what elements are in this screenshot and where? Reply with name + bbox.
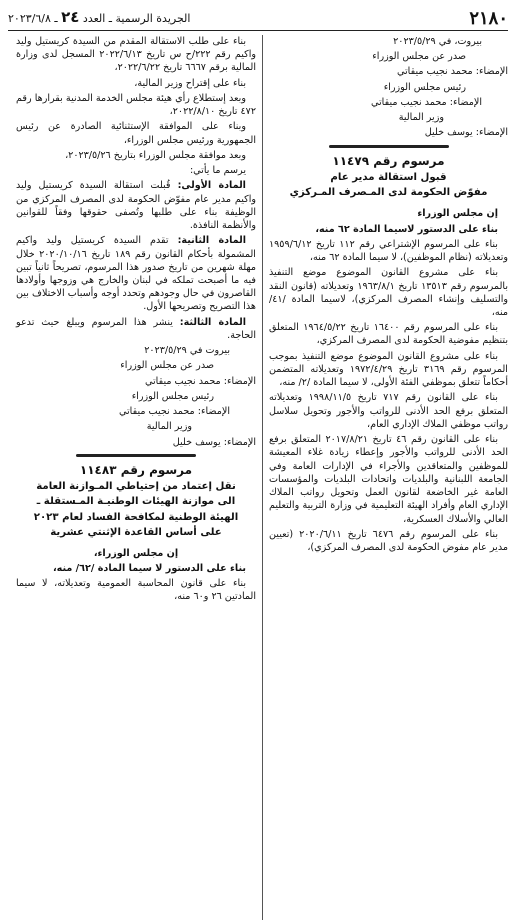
left-sig2-name: الإمضاء: محمد نجيب ميقاتي: [119, 406, 230, 418]
article-1-label: المادة الأولى:: [177, 180, 246, 192]
sig1-issued: صدر عن مجلس الوزراء: [372, 51, 466, 63]
page-header: [8, 6, 508, 31]
gazette-name: الجريدة الرسمية ـ العدد: [82, 12, 191, 26]
article-3: [16, 316, 256, 342]
decree-2-title: مرسوم رقم ١١٤٨٣: [79, 462, 193, 477]
decree-subtitle-1: قبول استقالة مدير عام: [330, 172, 447, 184]
clause-3: بناء على مشروع القانون الموضوع موضع التنفيذ بالمرسوم رقم ١٣٥١٣ تاريخ ١٩٦٣/٨/١ وتعديلاته (قانون النقد والتسليف وإنشاء المصرف المركزي)، لاسيما المادة /٤١/ منه،: [269, 267, 508, 318]
decree-title: مرسوم رقم ١١٤٧٩: [332, 153, 445, 168]
left-clause-4: وبناء على الموافقة الإستثنائية الصادرة عن رئيس الجمهورية ورئيس مجلس الوزراء،: [16, 121, 256, 146]
clause-1: بناء على الدستور لاسيما المادة ٦٢ منه،: [315, 223, 498, 235]
article-3-label: المادة الثالثة:: [179, 316, 246, 328]
article-3-text: ينشر هذا المرسوم ويبلغ حيث تدعو الحاجة.: [16, 316, 256, 341]
page-number: ٢١٨٠: [469, 8, 508, 29]
left-sig3-name: الإمضاء: يوسف خليل: [172, 436, 256, 448]
article-2-label: المادة الثانية:: [177, 235, 246, 247]
clause-2: بناء على المرسوم الإشتراعي رقم ١١٢ تاريخ ١٩٥٩/٦/١٢ وتعديلاته (نظام الموظفين)، لا سيما المادة ٦٢ منه،: [269, 238, 508, 264]
article-2-text: تقدم السيدة كريستيل وليد واكيم المشمولة بأحكام القانون رقم ١٨٩ تاريخ ٢٠٢٠/١٠/١٦ خلال مهلة شهرين من تاريخ صدور هذا المرسوم، تصريحاً ثانياً تبين فيه ما أصبحت تملكه في لبنان والخارج هي وزوجها وأولادها القاصرون في حال وجودهم وتحدد أوجه وأسباب الاختلاف بين هذا التصريح وتصريحها الأول.: [16, 235, 256, 313]
left-clause-1: بناء على طلب الاستقالة المقدم من السيدة كريستيل وليد واكيم رقم ٢٢٢/ح س تاريخ ٢٠٢٢/٦/١٣ المسجل لدى وزارة المالية برقم ٦٦٦٧ تاريخ ٢٠٢٢/٦/٢٢،: [16, 36, 257, 74]
issue-number: ٢٤: [61, 8, 80, 27]
left-sig3-title: وزير المالية: [146, 421, 192, 433]
left-clause-3: وبعد إستطلاع رأي هيئة مجلس الخدمة المدنية بقرارها رقم ٤٧٢ تاريخ ٢٠٢٢/٨/١٠،: [16, 92, 256, 118]
sig2-name: الإمضاء: محمد نجيب ميقاتي: [371, 96, 482, 108]
left-sig2-title: رئيس مجلس الوزراء: [131, 390, 214, 402]
left-clause-2: بناء على إقتراح وزير المالية،: [134, 77, 246, 89]
right-column: [262, 35, 508, 920]
decree-subtitle-2: مفوّض الحكومة لدى المـصرف المـركزي: [289, 187, 488, 199]
decree-2-subtitle-4: على أساس القاعدة الإثنتي عشرية: [50, 526, 222, 538]
decree-2-clause-1: بناء على الدستور لا سيما المادة /٦٢/ منه،: [53, 562, 246, 574]
article-1: [16, 179, 256, 232]
clause-4: بناء على المرسوم رقم ١٦٤٠٠ تاريخ ١٩٦٤/٥/٢٢ المتعلق بتنظيم مفوضية الحكومة لدى المصرف المركزي،: [269, 322, 508, 347]
decree-2-subtitle-2: الى موازنة الهيئات الوطنيـة المـستقلة ـ: [36, 496, 236, 508]
left-sig1-name: الإمضاء: محمد نجيب ميقاتي: [145, 375, 256, 387]
article-1-text: قُبلت استقالة السيدة كريستيل وليد واكيم مدير عام مفوّض الحكومة لدى المصرف المركزي من الوظيفة بناء على طلبها وتُصفى حقوقها وفقاً للقوانين والأنظمة النافذة.: [16, 180, 256, 232]
decree-2-subtitle-3: الهيئة الوطنية لمكافحة الفساد لعام ٢٠٢٣: [33, 511, 239, 523]
decree-2-subtitle-1: نقل إعتماد من إحتياطي المـوازنة العامة: [36, 481, 236, 493]
left-date: بيروت في ٢٠٢٣/٥/٢٩: [144, 345, 230, 357]
left-clause-5: وبعد موافقة مجلس الوزراء بتاريخ ٢٠٢٣/٥/٢٦،: [65, 149, 246, 161]
clause-8: بناء على المرسوم رقم ٦٤٧٦ تاريخ ٢٠٢٠/٦/١١ (تعيين مدير عام مفوض الحكومة لدى المصرف المركزي)،: [269, 528, 508, 553]
decree-formula: يرسم ما يأتي:: [189, 165, 246, 177]
left-sig1-issued: صدر عن مجلس الوزراء: [120, 360, 214, 372]
decree-2-council: إن مجلس الوزراء،: [93, 547, 179, 559]
separator: [76, 454, 196, 457]
separator: [329, 145, 449, 148]
columns: [8, 35, 508, 920]
header-gazette-info: الجريدة الرسمية ـ العدد ٢٤ ـ ٢٠٢٣/٦/٨: [8, 8, 191, 27]
clause-5: بناء على مشروع القانون الموضوع موضع التنفيذ بموجب المرسوم رقم ٣١٦٩ تاريخ ١٩٧٢/٤/٢٩ وتعديلاته المتضمن أحكاماً تتعلق بموظفي الفئة الأولى، لا سيما المادة /٢/ منه،: [269, 350, 508, 389]
sig3-name: الإمضاء: يوسف خليل: [424, 127, 508, 139]
clause-7: بناء على القانون رقم ٤٦ تاريخ ٢٠١٧/٨/٢١ المتعلق برفع الحد الأدنى للرواتب والأجور وإعطاء زيادة غلاء المعيشة للموظفين والمتعاقدين والأجراء في الإدارات العامة وفي الجامعة اللبنانية والبلديات واتحادات البلديات والمؤسسات العامة غير الخاضعة لقانون العمل وتحويل رواتب الملاك الإداري العام وأفراد الهيئة التعليمية في وزارة التربية والتعليم العالي والأسلاك العسكرية،: [269, 434, 508, 525]
sig1-name: الإمضاء: محمد نجيب ميقاتي: [397, 66, 508, 78]
article-2: [16, 234, 256, 313]
left-column: [16, 35, 262, 920]
issue-date: ٢٠٢٣/٦/٨: [8, 12, 51, 26]
sig2-title: رئيس مجلس الوزراء: [383, 81, 466, 93]
intro-date: بيروت، في ٢٠٢٣/٥/٢٩: [393, 36, 482, 47]
council-heading: إن مجلس الوزراء: [417, 208, 498, 220]
sig3-title: وزير المالية: [398, 112, 444, 124]
decree-2-clause-2: بناء على قانون المحاسبة العمومية وتعديلاته، لا سيما المادتين ٢٦ و٦٠ منه،: [16, 578, 256, 603]
clause-6: بناء على القانون رقم ٧١٧ تاريخ ١٩٩٨/١١/٥ وتعديلاته المتعلق برفع الحد الأدنى للرواتب والأجور وتحويل سلاسل رواتب موظفي الملاك الإداري العام،: [269, 392, 508, 430]
